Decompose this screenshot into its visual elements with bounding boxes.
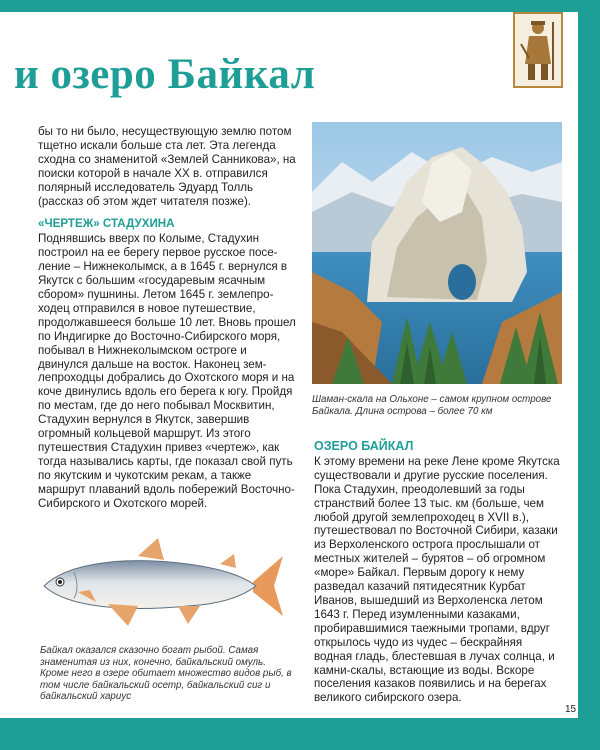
right-accent-band (578, 0, 600, 750)
intro-paragraph: бы то ни было, несуществующую землю потом тщетно искали больше ста лет. Эта легенда сходна со знаменитой «Землей Санникова», на поиски которой в начале XX в. отправился полярный исследователь Эдуард Толль (рассказ об этом ждет читателя позже). (38, 125, 296, 208)
right-column (314, 440, 560, 705)
cossack-emblem-icon (513, 12, 563, 88)
section-heading-chertezh: «ЧЕРТЕЖ» СТАДУХИНА (38, 217, 175, 231)
fish-caption: Байкал оказался сказочно богат рыбой. Самая знаменитая из них, конечно, байкальский омуль. Кроме него в озере обитает множество видов рыб, в том числе байкальский осетр, байкальский сиг и байкальский хариус (40, 645, 292, 703)
section-heading-baikal: ОЗЕРО БАЙКАЛ (314, 439, 414, 453)
left-column (38, 125, 300, 510)
page-title: и озеро Байкал (14, 51, 316, 98)
painting-caption: Шаман-скала на Ольхоне – самом крупном острове Байкала. Длина острова – более 70 км (312, 394, 552, 417)
shaman-rock-painting (312, 122, 562, 384)
bottom-accent-band (0, 718, 600, 750)
baikal-paragraph: К этому времени на реке Лене кроме Якутска существовали и другие русские поселения. Пока Стадухин, преодолевший за годы странствий более 13 тыс. км (больше, чем любой другой землепроходец в XVII в.), путешествовал по Восточной Сибири, казаки из Верхоленского острога прослышали от местных жителей – бурятов – об огромном «море» Байкал. Первым дорогу к нему разведал казачий пятидесятник Курбат Иванов, вышедший из Верхоленска летом 1643 г. Перед изумленными казаками, пробиравшимися таежными тропами, вдруг открылось чудо из чудес – бескрайняя водная гладь, блестевшая в лучах солнца, и камни-скалы, встающие из воды. Вскоре поселения казаков появились и на берегах великого сибирского озера. (314, 454, 560, 705)
stadukhin-paragraph: Поднявшись вверх по Колыме, Стадухин построил на ее берегу первое русское поселение – Нижнеколымск, а в 1645 г. вернулся в Якутск с большим «государевым ясачным сбором» пушнины. Летом 1645 г. землепроходец отправился в новое путешествие, продолжавшееся больше 10 лет. Вновь прошел по Индигирке до Восточно-Сибирского моря, побывал в Нижнеколымском остроге и двинулся дальше на восток. Наконец землепроходцы добрались до Охотского моря и на коче двинулись вдоль его берега к югу. Пройдя по местам, где до него побывал Москвитин, Стадухин вернулся в Якутск, завершив огромный кольцевой маршрут. Из этого путешествия Стадухин привез «чертеж», как тогда назывались карты, где показал свой путь по якутским и чукотским рекам, а также маршрут плаваний вдоль побережий Восточно-Сибирского и Охотского морей. (38, 232, 296, 510)
top-accent-band (0, 0, 600, 12)
omul-fish-illustration (38, 534, 283, 636)
page-number: 15 (565, 704, 577, 715)
